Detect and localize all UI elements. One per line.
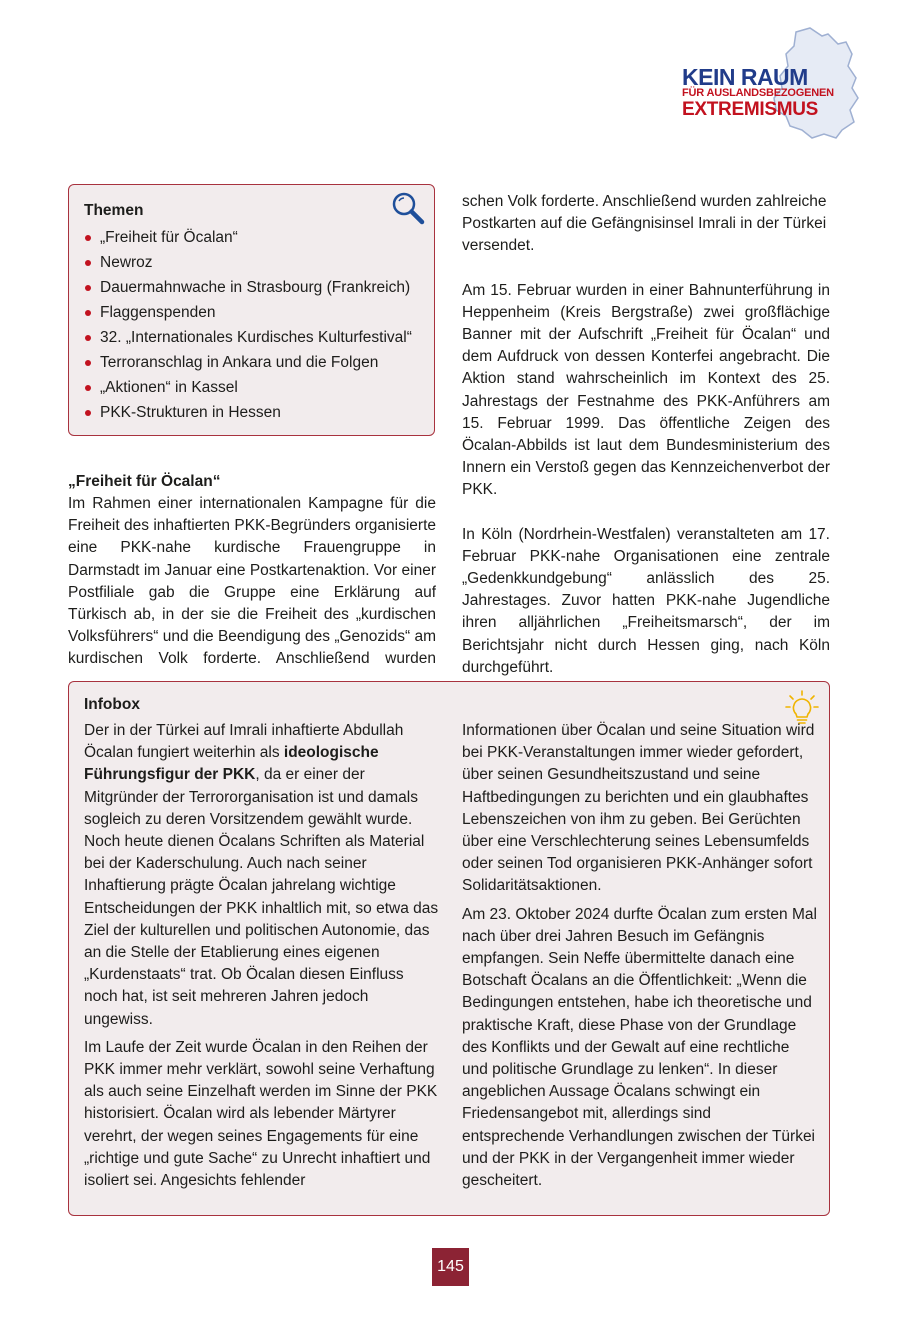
themen-item: Terroranschlag in Ankara und die Folgen <box>84 350 412 375</box>
infobox-p1-text-rest: , da er einer der Mitgründer der Terrororganisation ist und damals sogleich zu deren Vorsitzendem gewählt wurde. Noch heute dienen Öcalans Schriften als Material bei der Kaderschulung. Auch nach seiner Inhaftierung prägte Öcalan jahrelang wichtige Entscheidungen der PKK inhaltlich mit, so etwa das Ziel der kulturellen und politischen Autonomie, das an die Stelle der Etablierung eines eigenen „Kurdenstaats“ trat. Ob Öcalan diesen Einfluss noch hat, ist seit mehreren Jahren jedoch ungewiss. <box>84 766 439 1028</box>
themen-item: PKK-Strukturen in Hessen <box>84 400 412 425</box>
logo-line2: FÜR AUSLANDSBEZOGENEN <box>682 87 834 99</box>
section-paragraph-1-clip <box>68 493 436 671</box>
themen-item: „Freiheit für Öcalan“ <box>84 225 412 250</box>
infobox-heading: Infobox <box>84 696 140 713</box>
section-left <box>68 471 436 671</box>
infobox-p1-bold: ideologische Führungsfigur der PKK <box>84 744 379 784</box>
section-paragraph-2: Am 15. Februar wurden in einer Bahnunterführung in Heppenheim (Kreis Bergstraße) zwei großflächige Banner mit der Aufschrift „Freiheit für Öcalan“ und dem Aufdruck von dessen Konterfei angebracht. Die Aktion stand wahrscheinlich im Kontext des 25. Jahrestags der Festnahme des PKK-Anführers am 15. Februar 1999. Das öffentliche Zeigen des Öcalan-Abbilds ist laut dem Bundesministerium des Innern ein Verstoß gegen das Kennzeichenverbot der PKK. <box>462 281 830 499</box>
themen-box <box>68 184 435 436</box>
section-paragraph-1: Im Rahmen einer internationalen Kampagne für die Freiheit des inhaftierten PKK-Begründers organisierte eine PKK-nahe kurdische Frauengruppe in Darmstadt im Januar eine Postkartenaktion. Vor einer Postfiliale gab die Gruppe eine Erklärung auf Türkisch ab, in der sie die Freiheit des „kurdischen Volksführers“ und die Beendigung des „Genozids“ am kurdischen Volk forderte. Anschließend wurden <box>68 495 436 668</box>
logo-line3: EXTREMISMUS <box>682 99 819 120</box>
section-right <box>462 191 830 701</box>
themen-item: Flaggenspenden <box>84 300 412 325</box>
infobox-column-left <box>84 720 439 1198</box>
infobox-paragraph-4: Am 23. Oktober 2024 durfte Öcalan zum ersten Mal nach über drei Jahren Besuch im Gefängnis empfangen. Sein Neffe übermittelte danach eine Botschaft Öcalans an die Öffentlichkeit: „Wenn die Bedingungen entstehen, habe ich theoretische und praktische Kraft, diese Phase von der Grundlage des Konflikts und der Gewalt auf eine rechtliche und politische Grundlage zu lenken“. In dieser angeblichen Aussage Öcalans schwingt ein Friedensangebot mit, allerdings sind entsprechende Verhandlungen zwischen der Türkei und der PKK in der Vergangenheit immer wieder gescheitert. <box>462 905 817 1190</box>
logo <box>676 26 864 142</box>
infobox-paragraph-2: Im Laufe der Zeit wurde Öcalan in den Reihen der PKK immer mehr verklärt, sowohl seine Verhaftung als auch seine Einzelhaft werden im Sinne der PKK historisiert. Öcalan wird als lebender Märtyrer verehrt, der wegen seines Engagements für eine „richtige und gute Sache“ zu Unrecht inhaftiert und isoliert sei. Angesichts fehlender <box>84 1038 438 1190</box>
infobox <box>68 681 830 1216</box>
search-icon <box>390 190 426 226</box>
section-paragraph-1-continued: schen Volk forderte. Anschließend wurden zahlreiche Postkarten auf die Gefängnisinsel Imrali in der Türkei versendet. <box>462 193 827 255</box>
themen-item: Dauermahnwache in Strasbourg (Frankreich) <box>84 275 412 300</box>
infobox-paragraph-3: Informationen über Öcalan und seine Situation wird bei PKK-Veranstaltungen immer wieder gefordert, über seinen Gesundheitszustand und seine Haftbedingungen zu berichten und ein glaubhaftes Lebenszeichen von ihm zu geben. Bei Gerüchten über eine Verschlechterung seines Lebensumfelds oder seinen Tod organisieren PKK-Anhänger sofort Solidaritätsaktionen. <box>462 722 815 895</box>
themen-item: 32. „Internationales Kurdisches Kulturfestival“ <box>84 325 412 350</box>
themen-item: „Aktionen“ in Kassel <box>84 375 412 400</box>
infobox-paragraph-1 <box>84 720 439 1031</box>
infobox-p1-text: Der in der Türkei auf Imrali inhaftierte Abdullah Öcalan fungiert weiterhin als <box>84 722 404 762</box>
infobox-column-right <box>462 720 817 1198</box>
section-heading: „Freiheit für Öcalan“ <box>68 473 221 490</box>
themen-heading: Themen <box>84 202 144 219</box>
logo-line1: KEIN RAUM <box>682 64 808 90</box>
themen-list <box>84 225 412 425</box>
themen-item: Newroz <box>84 250 412 275</box>
page-number: 145 <box>432 1248 469 1286</box>
section-paragraph-3: In Köln (Nordrhein-Westfalen) veranstalteten am 17. Februar PKK-nahe Organisationen eine zentrale „Gedenkkundgebung“ anlässlich des 25. Jahrestages. Zuvor hatten PKK-nahe Jugendliche ihren alljährlichen „Freiheitsmarsch“, der im Berichtsjahr nicht durch Hessen ging, nach Köln durchgeführt. <box>462 525 830 676</box>
